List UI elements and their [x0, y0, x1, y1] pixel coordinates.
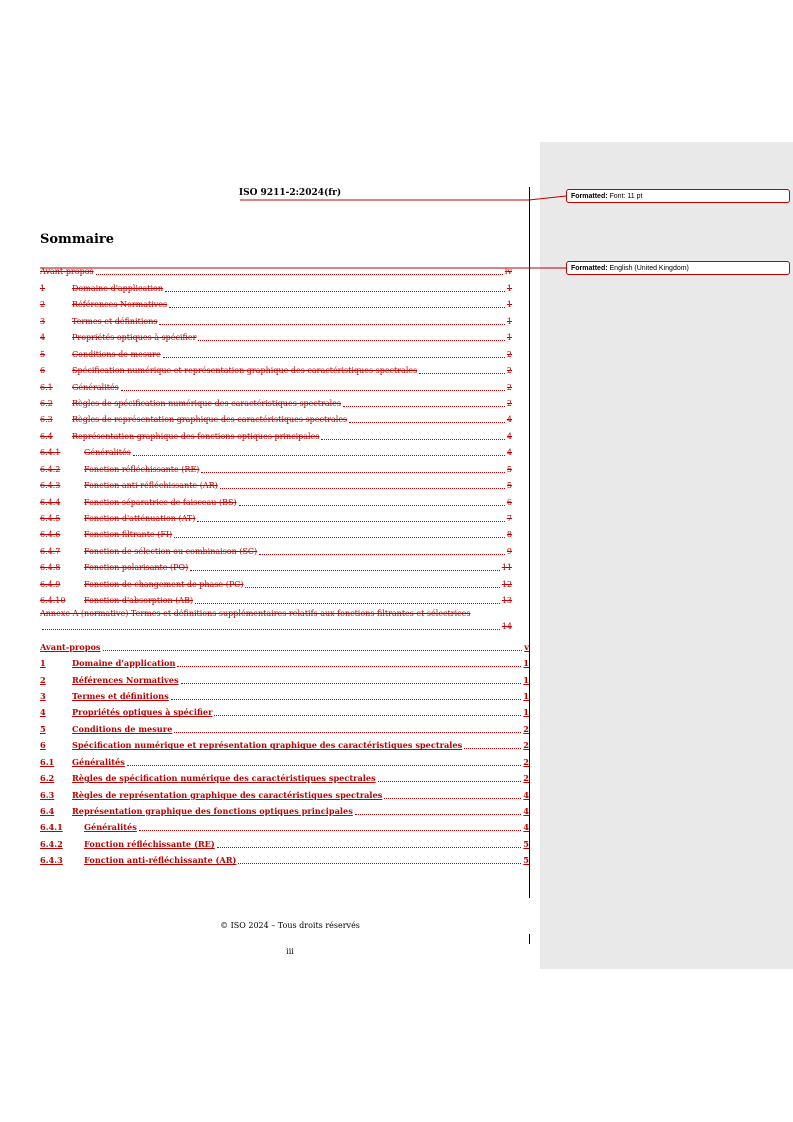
toc-entry-inserted[interactable]: 6.4 Représentation graphique des fonctions optiques principales 4	[40, 806, 529, 816]
comment-label: Formatted:	[571, 193, 608, 200]
toc-entry-deleted[interactable]: 6.4.9 Fonction de changement de phase (PC) 12	[40, 579, 512, 589]
toc-entry-deleted[interactable]: 6 Spécification numérique et représentation graphique des caractéristiques spectrales 2	[40, 366, 512, 376]
toc-entry-deleted[interactable]: 6.4.3 Fonction anti-réfléchissante (AR) 5	[40, 481, 512, 491]
toc-entry-deleted[interactable]: 6.1 Généralités 2	[40, 382, 512, 392]
page-number: iii	[286, 947, 294, 956]
toc-entry-deleted[interactable]: 3 Termes et définitions 1	[40, 316, 512, 326]
comment-label: Formatted:	[571, 265, 608, 272]
toc-entry-inserted[interactable]: 6.3 Règles de représentation graphique des caractéristiques spectrales 4	[40, 789, 529, 800]
toc-entry-inserted[interactable]: 1 Domaine d'application 1	[40, 658, 529, 669]
toc-entry-deleted[interactable]: 4 Propriétés optiques à spécifier 1	[40, 333, 512, 343]
toc-entry-deleted[interactable]: 6.2 Règles de spécification numérique des caractéristiques spectrales 2	[40, 398, 512, 408]
toc-entry-inserted[interactable]: 2 Références Normatives 1	[40, 674, 529, 685]
toc-entry-deleted-annex[interactable]: Annexe A (normative) Termes et définitions supplémentaires relatifs aux fonctions filtrantes et sélectrices 14	[40, 609, 512, 632]
document-header	[0, 188, 580, 198]
comment-text: English (United Kingdom)	[609, 265, 689, 272]
toc-entry-deleted[interactable]: 6.4.2 Fonction réfléchissante (RE) 5	[40, 464, 512, 474]
toc-entry-inserted[interactable]: 3 Termes et définitions 1	[40, 690, 529, 701]
toc-entry-deleted[interactable]: 2 Références Normatives 1	[40, 300, 512, 310]
toc-entry-inserted[interactable]: 5 Conditions de mesure 2	[40, 723, 529, 734]
toc-entry-deleted[interactable]: 6.4.4 Fonction séparatrice de faisceau (BS) 6	[40, 497, 512, 507]
toc-entry-deleted[interactable]: 5 Conditions de mesure 2	[40, 349, 512, 359]
format-comment[interactable]	[566, 189, 790, 203]
toc-entry-deleted[interactable]: 6.4 Représentation graphique des fonctions optiques principales 4	[40, 431, 512, 441]
toc-entry-inserted[interactable]: 6 Spécification numérique et représentation graphique des caractéristiques spectrales 2	[40, 740, 529, 751]
toc-entry-inserted[interactable]: 6.2 Règles de spécification numérique des caractéristiques spectrales 2	[40, 773, 529, 784]
toc-entry-inserted[interactable]: Avant-propos v	[40, 641, 529, 652]
toc-entry-deleted[interactable]: 1 Domaine d'application 1	[40, 283, 512, 293]
change-bar	[529, 934, 530, 944]
toc-entry-inserted[interactable]: 6.4.2 Fonction réfléchissante (RE) 5	[40, 838, 529, 849]
toc-entry-inserted[interactable]: 4 Propriétés optiques à spécifier 1	[40, 707, 529, 718]
standard-reference: ISO 9211-2:2024(fr)	[238, 188, 342, 198]
toc-entry-deleted[interactable]: 6.4.5 Fonction d'atténuation (AT) 7	[40, 514, 512, 523]
toc-deleted-list	[40, 262, 529, 867]
toc-entry-inserted[interactable]: 6.4.1 Généralités 4	[40, 822, 529, 833]
toc-entry-deleted[interactable]: 6.4.7 Fonction de sélection ou combinaison (SC) 9	[40, 546, 512, 556]
comment-text: Font: 11 pt	[609, 193, 643, 200]
toc-entry-deleted[interactable]: Avant-propos iv	[40, 267, 512, 277]
toc-entry-deleted[interactable]: 6.4.10 Fonction d'absorption (AB) 13	[40, 596, 512, 606]
toc-entry-inserted[interactable]: 6.4.3 Fonction anti-réfléchissante (AR) 5	[40, 855, 529, 866]
format-comment[interactable]	[566, 261, 790, 275]
toc-entry-deleted[interactable]: 6.4.8 Fonction polarisante (PO) 11	[40, 563, 512, 573]
toc-entry-deleted[interactable]: 6.4.1 Généralités 4	[40, 448, 512, 458]
toc-title: Sommaire	[40, 232, 115, 247]
toc-entry-inserted[interactable]: 6.1 Généralités 2	[40, 756, 529, 767]
change-bar	[529, 187, 530, 898]
footer-copyright: © ISO 2024 – Tous droits réservés	[220, 921, 360, 930]
toc-entry-deleted[interactable]: 6.3 Règles de représentation graphique des caractéristiques spectrales 4	[40, 415, 512, 425]
toc-entry-deleted[interactable]: 6.4.6 Fonction filtrante (FI) 8	[40, 530, 512, 540]
